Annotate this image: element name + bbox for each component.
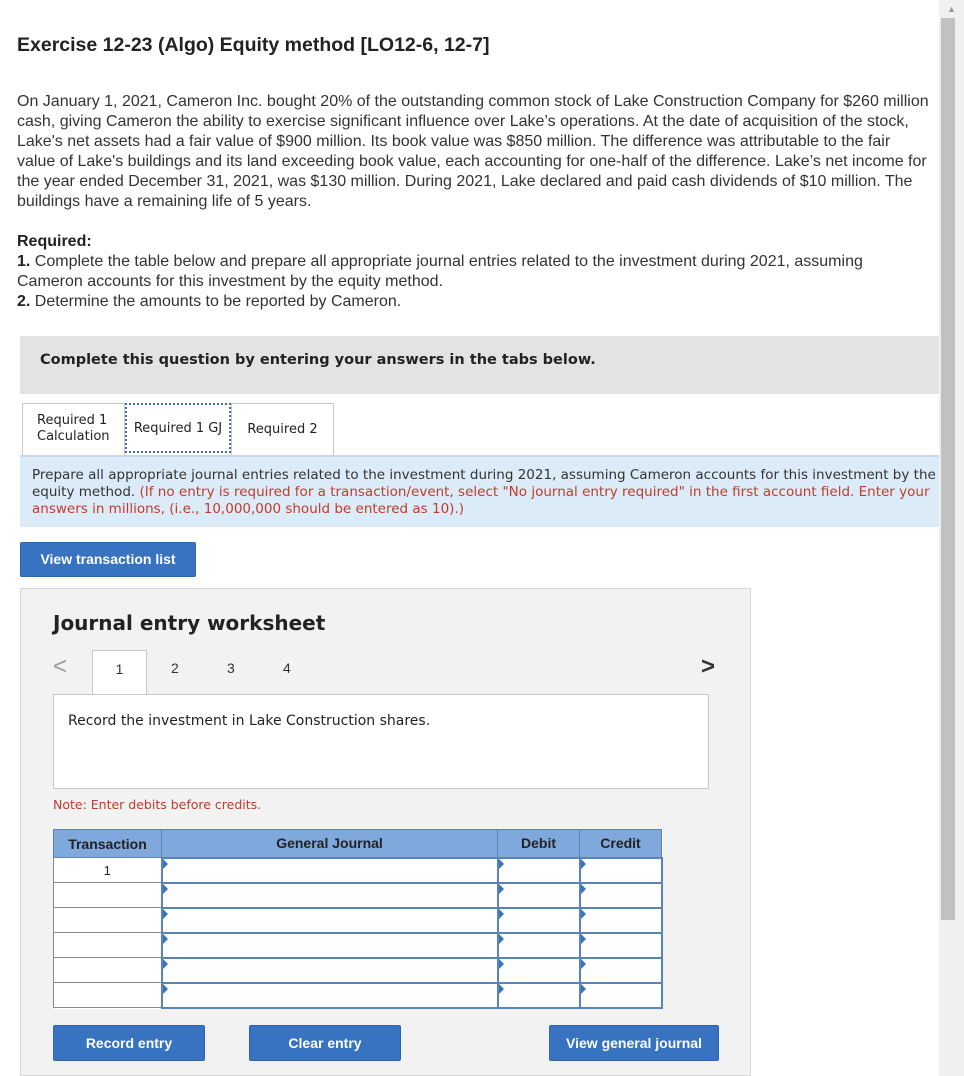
required-item-2 — [17, 292, 929, 312]
column-header-transaction: Transaction — [54, 830, 162, 858]
view-general-journal-button[interactable]: View general journal — [549, 1025, 719, 1061]
journal-table — [53, 829, 663, 1009]
scroll-thumb[interactable] — [941, 18, 955, 920]
tab-required-1-gj[interactable]: Required 1 GJ — [125, 403, 231, 453]
required-block — [17, 232, 929, 312]
step-tab-3[interactable]: 3 — [227, 660, 235, 676]
debit-input[interactable] — [498, 933, 580, 958]
table-row — [54, 883, 662, 908]
step-tab-4[interactable]: 4 — [283, 660, 291, 676]
note-text: Note: Enter debits before credits. — [53, 797, 262, 812]
worksheet-title: Journal entry worksheet — [53, 611, 326, 635]
step-tab-1[interactable]: 1 — [92, 650, 147, 695]
account-input[interactable] — [162, 983, 498, 1008]
account-input[interactable] — [162, 908, 498, 933]
credit-input[interactable] — [580, 958, 662, 983]
debit-input[interactable] — [498, 883, 580, 908]
table-row — [54, 908, 662, 933]
account-input[interactable] — [162, 883, 498, 908]
column-header-debit: Debit — [498, 830, 580, 858]
transaction-cell: 1 — [54, 858, 162, 883]
credit-input[interactable] — [580, 858, 662, 883]
record-entry-button[interactable]: Record entry — [53, 1025, 205, 1061]
transaction-cell — [54, 983, 162, 1008]
prompt-line-2-red: (If no entry is required for a transaction/event, select "No journal entry required" in the first account field. Enter your — [139, 484, 930, 500]
debit-input[interactable] — [498, 908, 580, 933]
transaction-cell — [54, 883, 162, 908]
table-row — [54, 958, 662, 983]
debit-input[interactable] — [498, 983, 580, 1008]
required-item-2-text: Determine the amounts to be reported by Cameron. — [34, 293, 402, 310]
required-item-1-number: 1. — [17, 253, 31, 270]
credit-input[interactable] — [580, 933, 662, 958]
step-tab-2[interactable]: 2 — [171, 660, 179, 676]
instruction-bar: Complete this question by entering your answers in the tabs below. — [20, 336, 939, 394]
credit-input[interactable] — [580, 983, 662, 1008]
transaction-cell — [54, 933, 162, 958]
table-row — [54, 983, 662, 1008]
page-title: Exercise 12-23 (Algo) Equity method [LO12-6, 12-7] — [17, 34, 490, 56]
tab-required-2[interactable]: Required 2 — [231, 403, 334, 455]
transaction-cell — [54, 958, 162, 983]
vertical-scrollbar[interactable] — [939, 0, 964, 1076]
table-row — [54, 858, 662, 883]
prompt-box — [20, 455, 939, 527]
tab-label-line-1: Required 1 — [37, 413, 108, 428]
debit-input[interactable] — [498, 958, 580, 983]
next-arrow-icon[interactable]: > — [701, 653, 716, 680]
column-header-credit: Credit — [580, 830, 662, 858]
required-item-2-number: 2. — [17, 293, 31, 310]
table-row — [54, 933, 662, 958]
required-item-1 — [17, 252, 929, 292]
credit-input[interactable] — [580, 908, 662, 933]
step-description: Record the investment in Lake Construction shares. — [53, 694, 709, 789]
account-input[interactable] — [162, 933, 498, 958]
prev-arrow-icon[interactable]: < — [53, 653, 68, 680]
scroll-up-arrow-icon[interactable]: ▲ — [947, 4, 956, 14]
account-input[interactable] — [162, 958, 498, 983]
journal-entry-worksheet — [20, 588, 751, 1076]
account-input[interactable] — [162, 858, 498, 883]
required-heading: Required: — [17, 233, 92, 250]
prompt-line-2-black: equity method. — [32, 484, 136, 500]
view-transaction-list-button[interactable]: View transaction list — [20, 542, 196, 577]
clear-entry-button[interactable]: Clear entry — [249, 1025, 401, 1061]
prompt-line-2 — [32, 484, 930, 501]
prompt-line-3: answers in millions, (i.e., 10,000,000 should be entered as 10).) — [32, 501, 465, 517]
column-header-general-journal: General Journal — [162, 830, 498, 858]
transaction-cell — [54, 908, 162, 933]
required-item-1-text: Complete the table below and prepare all appropriate journal entries related to the investment during 2021, assuming Cameron accounts for this investment by the equity method. — [17, 253, 863, 290]
problem-text: On January 1, 2021, Cameron Inc. bought 20% of the outstanding common stock of Lake Construction Company for $260 million cash, giving Cameron the ability to exercise significant influence over Lake’s operations. At the date of acquisition of the stock, Lake's net assets had a fair value of $900 million. Its book value was $850 million. The difference was attributable to the fair value of Lake's buildings and its land exceeding book value, each accounting for one-half of the difference. Lake’s net income for the year ended December 31, 2021, was $130 million. During 2021, Lake declared and paid cash dividends of $10 million. The buildings have a remaining life of 5 years. — [17, 93, 929, 210]
tab-required-1-calculation[interactable] — [22, 403, 125, 455]
tab-label-line-2: Calculation — [37, 429, 110, 444]
prompt-line-1: Prepare all appropriate journal entries related to the investment during 2021, assuming Cameron accounts for this investment by the — [32, 467, 936, 483]
credit-input[interactable] — [580, 883, 662, 908]
debit-input[interactable] — [498, 858, 580, 883]
